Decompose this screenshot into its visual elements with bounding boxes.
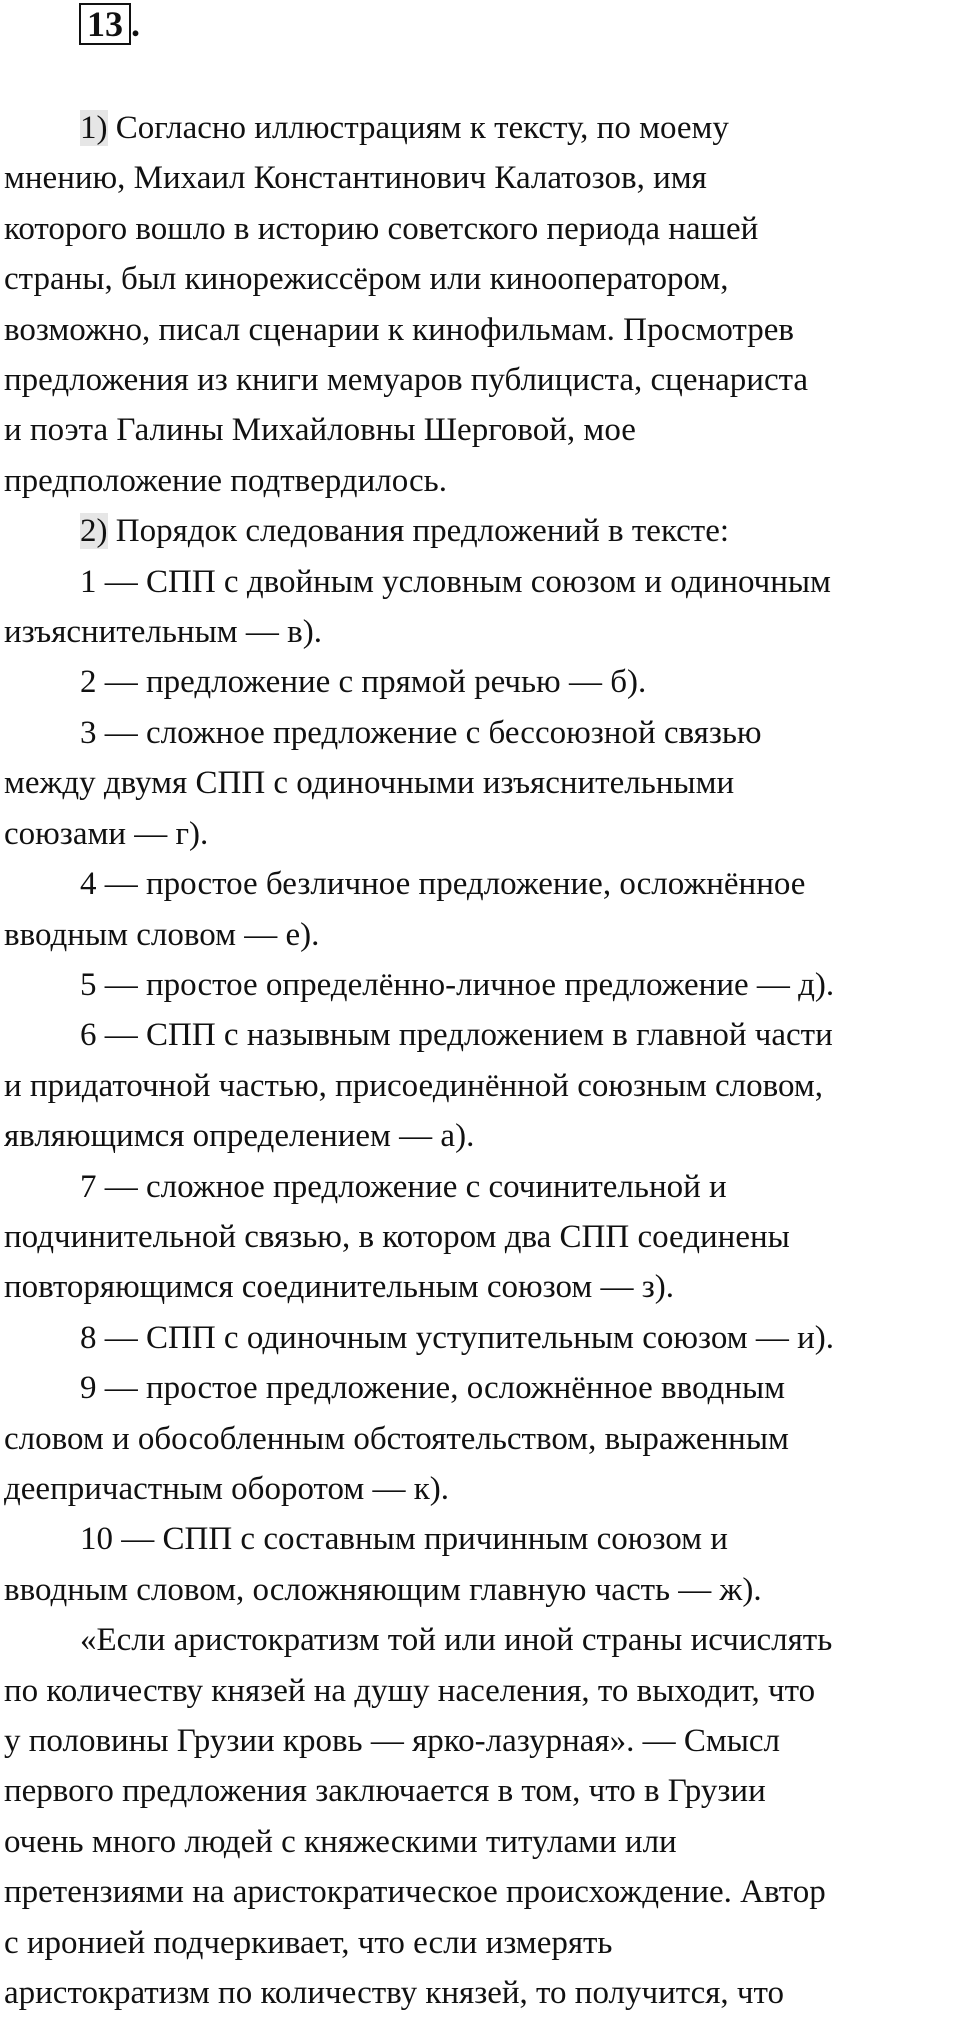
sentence-item — [4, 960, 956, 1010]
part2-intro — [4, 506, 956, 556]
text-line: между двумя СПП с одиночными изъяснительными — [4, 765, 735, 802]
text-line: изъяснительным — в). — [4, 614, 322, 651]
text-line: возможно, писал сценарии к кинофильмам. Просмотрев — [4, 311, 794, 348]
text-line: подчинительной связью, в котором два СПП соединены — [4, 1218, 790, 1255]
text-line: мнению, Михаил Константинович Калатозов, имя — [4, 160, 707, 197]
text-line: являющимся определением — а). — [4, 1118, 475, 1155]
text-line: 3 — сложное предложение с бессоюзной связью — [80, 714, 762, 751]
text-line: словом и обособленным обстоятельством, выраженным — [4, 1420, 789, 1457]
part1-paragraph — [4, 103, 956, 506]
sentence-item — [4, 1162, 956, 1313]
task-number-value: 13 — [87, 4, 123, 44]
sentence-item — [4, 1363, 956, 1514]
text-line: с иронией подчеркивает, что если измерять — [4, 1924, 613, 1961]
sentence-item — [4, 1514, 956, 1615]
part1-marker: 1) — [80, 110, 108, 146]
text-line: 9 — простое предложение, осложнённое вводным — [80, 1370, 786, 1407]
text-line: 4 — простое безличное предложение, осложнённое — [80, 866, 806, 903]
text-line: повторяющимся соединительным союзом — з). — [4, 1269, 675, 1306]
text-line: аристократизм по количеству князей, то получится, что — [4, 1975, 784, 2012]
text-line: 10 — СПП с составным причинным союзом и — [80, 1521, 728, 1558]
text-line: 6 — СПП с назывным предложением в главной части — [80, 1017, 833, 1054]
text-line: у половины Грузии кровь — ярко-лазурная». — Смысл — [4, 1723, 780, 1759]
text-line: и придаточной частью, присоединённой союзным словом, — [4, 1067, 823, 1104]
text-line: очень много людей с княжескими титулами или — [4, 1823, 677, 1860]
sentence-item — [4, 708, 956, 859]
text-line: 2 — предложение с прямой речью — б). — [80, 664, 647, 701]
text-line: вводным словом — е). — [4, 916, 320, 953]
text-line: которого вошло в историю советского периода нашей — [4, 210, 759, 247]
text-line: 1 — СПП с двойным условным союзом и одиночным — [80, 563, 831, 600]
text-line: 7 — сложное предложение с сочинительной и — [80, 1168, 727, 1205]
text-line: 5 — простое определённо-личное предложение — д). — [80, 966, 835, 1003]
text-line: 2) Порядок следования предложений в тексте: — [80, 513, 730, 550]
text-line: по количеству князей на душу населения, то выходит, что — [4, 1672, 816, 1709]
part2-marker: 2) — [80, 513, 108, 550]
task-number-dot: . — [131, 4, 140, 44]
answer-text — [4, 103, 956, 2018]
quote-paragraph — [4, 1615, 956, 2018]
text-line: предположение подтвердилось. — [4, 462, 447, 499]
sentence-item — [4, 859, 956, 960]
sentence-item — [4, 657, 956, 707]
text-line: деепричастным оборотом — к). — [4, 1470, 450, 1507]
text-line: и поэта Галины Михайловны Шерговой, мое — [4, 412, 636, 449]
text-line: страны, был кинорежиссёром или кинооператором, — [4, 261, 729, 298]
text-line: 8 — СПП с одиночным уступительным союзом — и). — [80, 1319, 834, 1356]
text-line: «Если аристократизм той или иной страны исчислять — [80, 1622, 833, 1659]
text-line: предложения из книги мемуаров публициста, сценариста — [4, 362, 809, 399]
text-line: первого предложения заключается в том, что в Грузии — [4, 1773, 766, 1810]
task-number-box — [79, 3, 131, 45]
text-line: союзами — г). — [4, 815, 209, 852]
sentence-item — [4, 1010, 956, 1161]
sentence-item — [4, 1313, 956, 1363]
text-line: претензиями на аристократическое происхождение. Автор — [4, 1874, 826, 1911]
text-line: 1) Согласно иллюстрациям к тексту, по моему — [80, 110, 729, 146]
task-number — [79, 2, 140, 46]
sentence-item — [4, 557, 956, 658]
text-line: вводным словом, осложняющим главную часть — ж). — [4, 1571, 762, 1608]
